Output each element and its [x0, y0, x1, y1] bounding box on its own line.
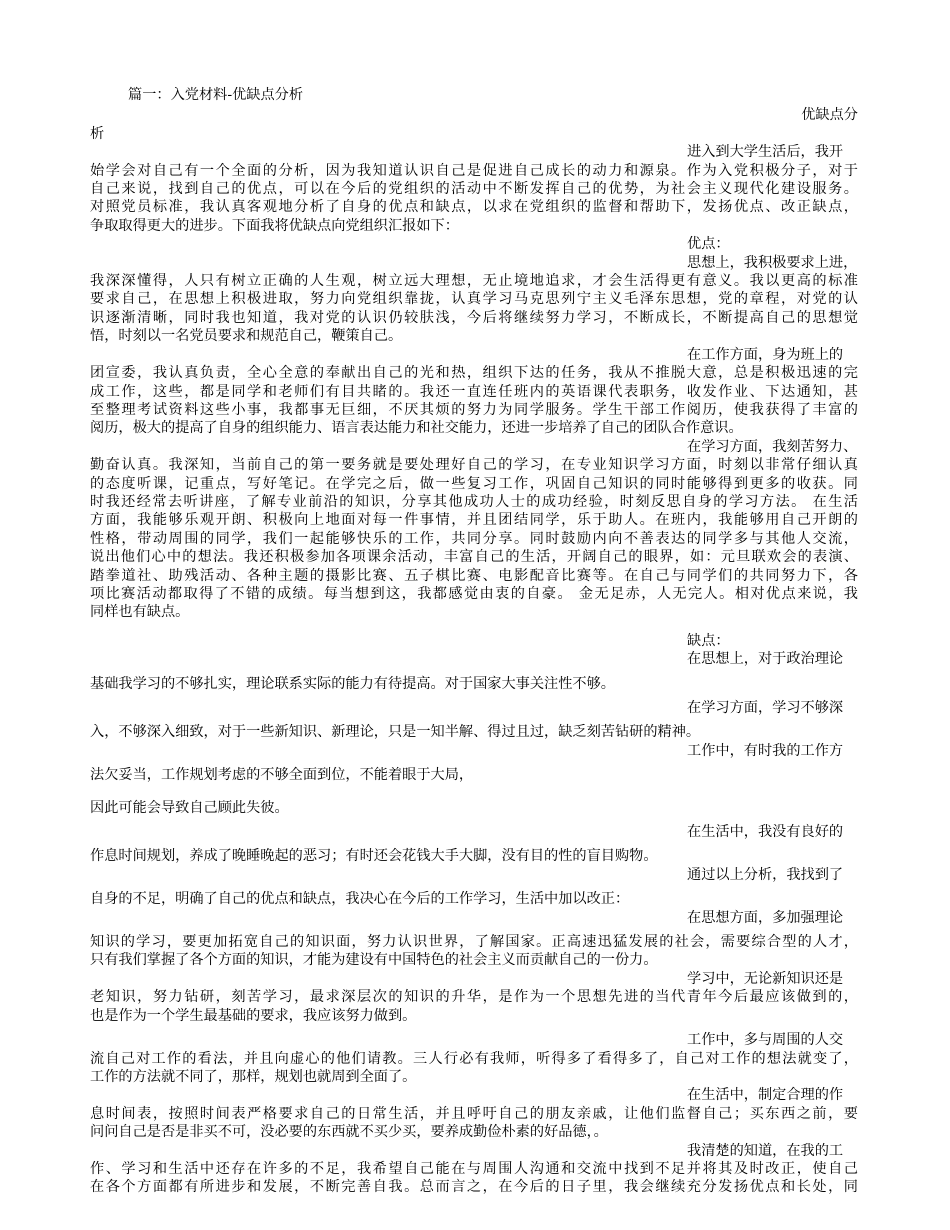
- text-line: 始学会对自己有一个全面的分析，因为我知道认识自己是促进自己成长的动力和源泉。作为入党积极分子，对于: [90, 162, 858, 179]
- text-line: 时我还经常去听讲座，了解专业前沿的知识，分享其他成功人士的成功经验，时刻反思自身的学习方法。 在生活: [90, 493, 858, 510]
- text-line: 踏拳道社、助残活动、各种主题的摄影比赛、五子棋比赛、电影配音比赛等。在自己与同学们的共同努力下，各: [90, 567, 858, 584]
- text-line: 入，不够深入细致，对于一些新知识、新理论，只是一知半解、得过且过，缺乏刻苦钻研的精神。: [90, 724, 701, 741]
- paragraph-start: 学习中，无论新知识还是: [687, 970, 844, 987]
- text-line: 工作的方法就不同了，那样，规划也就周到全面了。: [90, 1068, 417, 1085]
- text-line: 在各个方面都有所进步和发展，不断完善自我。总而言之，在今后的日子里，我会继续充分发扬优点和长处，同: [90, 1179, 858, 1196]
- text-line: 悟，时刻以一名党员要求和规范自己，鞭策自己。: [90, 328, 403, 345]
- paragraph-start: 我清楚的知道，在我的工: [687, 1142, 844, 1159]
- text-line: 老知识，努力钻研，刻苦学习，最求深层次的知识的升华，是作为一个思想先进的当代青年今后最应该做到的，: [90, 989, 858, 1006]
- text-line: 作、学习和生活中还存在许多的不足，我希望自己能在与周围人沟通和交流中找到不足并将其及时改正，使自己: [90, 1160, 858, 1177]
- paragraph-start: 在生活中，制定合理的作: [687, 1087, 844, 1104]
- text-line: 勤奋认真。我深知，当前自己的第一要务就是要处理好自己的学习，在专业知识学习方面，时刻以非常仔细认真: [90, 457, 858, 474]
- text-line: 自身的不足，明确了自己的优点和缺点，我决心在今后的工作学习，生活中加以改正：: [90, 891, 630, 908]
- text-line: 争取取得更大的进步。下面我将优缺点向党组织汇报如下：: [90, 217, 459, 234]
- text-line: 我深深懂得，人只有树立正确的人生观，树立远大理想，无止境地追求，才会生活得更有意义。我以更高的标准: [90, 273, 858, 290]
- text-line: 因此可能会导致自己顾此失彼。: [90, 799, 289, 816]
- section-heading: 优缺点分: [801, 107, 858, 124]
- text-line: 流自己对工作的看法，并且向虚心的他们请教。三人行必有我师，听得多了看得多了，自己对工作的想法就变了，: [90, 1050, 858, 1067]
- text-line: 同样也有缺点。: [90, 604, 190, 621]
- text-line: 析: [90, 125, 105, 142]
- paragraph-start: 在学习方面，我刻苦努力、: [687, 438, 858, 455]
- text-line: 基础我学习的不够扎实，理论联系实际的能力有待提高。对于国家大事关注性不够。: [90, 675, 615, 692]
- text-line: 说出他们心中的想法。我还积极参加各项课余活动，丰富自己的生活，开阔自己的眼界，如：元旦联欢会的表演、: [90, 549, 858, 566]
- strengths-heading: 优点：: [687, 236, 730, 253]
- paragraph-start: 进入到大学生活后，我开: [687, 144, 844, 161]
- paragraph-start: 工作中，多与周围的人交: [687, 1032, 844, 1049]
- text-line: 的态度听课，记重点，写好笔记。在学完之后，做一些复习工作，巩固自己知识的同时能够得到更多的收获。同: [90, 475, 858, 492]
- text-line: 团宣委，我认真负责，全心全意的奉献出自己的光和热，组织下达的任务，我从不推脱大意，总是积极迅速的完: [90, 365, 858, 382]
- text-line: 要求自己，在思想上积极进取，努力向党组织靠拢，认真学习马克思列宁主义毛泽东思想，党的章程，对党的认: [90, 291, 858, 308]
- text-line: 自己来说，找到自己的优点，可以在今后的党组织的活动中不断发挥自己的优势，为社会主义现代化建设服务。: [90, 181, 858, 198]
- paragraph-start: 在思想方面，多加强理论: [687, 909, 844, 926]
- text-line: 方面，我能够乐观开朗、积极向上地面对每一件事情，并且团结同学，乐于助人。在班内，我能够用自己开朗的: [90, 512, 858, 529]
- paragraph-start: 在思想上，对于政治理论: [687, 651, 844, 668]
- paragraph-start: 在工作方面，身为班上的: [687, 346, 844, 363]
- text-line: 识逐渐清晰，同时我也知道，我对党的认识仍较肤浅，今后将继续努力学习，不断成长，不断提高自己的思想觉: [90, 309, 858, 326]
- paragraph-start: 在学习方面，学习不够深: [687, 700, 844, 716]
- text-line: 只有我们掌握了各个方面的知识，才能为建设有中国特色的社会主义而贡献自己的一份力。: [90, 952, 658, 969]
- text-line: 性格，带动周围的同学，我们一起能够快乐的工作，共同分享。同时鼓励内向不善表达的同学多与其他人交流，: [90, 530, 858, 547]
- paragraph-start: 思想上，我积极要求上进，: [687, 254, 858, 271]
- text-line: 对照党员标准，我认真客观地分析了自身的优点和缺点，以求在党组织的监督和帮助下，发扬优点、改正缺点，: [90, 199, 858, 216]
- text-line: 至整理考试资料这些小事，我都事无巨细，不厌其烦的努力为同学服务。学生干部工作阅历，使我获得了丰富的: [90, 401, 858, 418]
- weaknesses-heading: 缺点：: [687, 632, 730, 649]
- paragraph-start: 工作中，有时我的工作方: [687, 742, 844, 759]
- text-line: 项比赛活动都取得了不错的成绩。每当想到这，我都感觉由衷的自豪。 金无足赤，人无完人。相对优点来说，我: [90, 585, 858, 602]
- text-line: 也是作为一个学生最基础的要求，我应该努力做到。: [90, 1007, 417, 1024]
- text-line: 法欠妥当，工作规划考虑的不够全面到位，不能着眼于大局，: [90, 767, 474, 784]
- text-line: 阅历，极大的提高了自身的组织能力、语言表达能力和社交能力，还进一步培养了自己的团队合作意识。: [90, 420, 743, 437]
- text-line: 问问自己是否是非买不可，没必要的东西就不买少买，要养成勤俭朴素的好品德，。: [90, 1124, 608, 1141]
- paragraph-start: 在生活中，我没有良好的: [687, 824, 844, 841]
- document-body: [90, 86, 858, 1197]
- document-title: 篇一：入党材料-优缺点分析: [128, 87, 304, 103]
- text-line: 知识的学习，要更加拓宽自己的知识面，努力认识世界，了解国家。正高速迅猛发展的社会，需要综合型的人才，: [90, 934, 858, 951]
- paragraph-start: 通过以上分析，我找到了: [687, 866, 844, 883]
- text-line: 息时间表，按照时间表严格要求自己的日常生活，并且呼吁自己的朋友亲戚，让他们监督自己；买东西之前，要: [90, 1105, 858, 1122]
- text-line: 作息时间规划，养成了晚睡晚起的恶习；有时还会花钱大手大脚，没有目的性的盲目购物。: [90, 848, 658, 865]
- text-line: 成工作，这些，都是同学和老师们有目共睹的。我还一直连任班内的英语课代表职务，收发作业、下达通知，甚: [90, 383, 858, 400]
